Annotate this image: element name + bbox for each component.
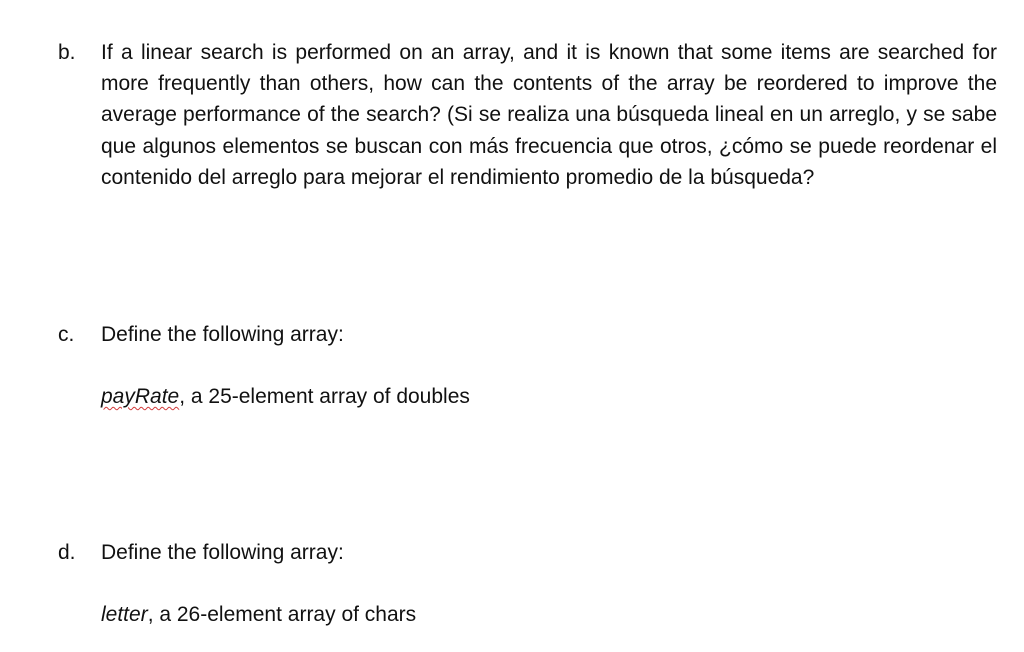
- array-name-payrate: payRate: [101, 385, 180, 408]
- question-b-text: If a linear search is performed on an array, and it is known that some items are searched for more frequently than others, how can the contents of the array be reordered to improve the average performance of the search? (Si se realiza una búsqueda lineal en un arreglo, y se sabe que algunos elementos se buscan con más frecuencia que otros, ¿cómo se puede reordenar el contenido del arreglo para mejorar el rendimiento promedio de la búsqueda?: [101, 41, 997, 189]
- question-c-marker: c.: [58, 323, 75, 346]
- question-c-array-definition: [101, 381, 470, 412]
- array-description-letter: , a 26-element array of chars: [147, 603, 417, 626]
- question-b-marker: b.: [58, 41, 76, 64]
- array-description-payrate: , a 25-element array of doubles: [179, 385, 470, 408]
- array-name-letter: letter: [101, 603, 148, 626]
- question-d-array-definition: [101, 599, 416, 630]
- question-d-prompt: Define the following array:: [101, 541, 344, 564]
- question-d-marker: d.: [58, 541, 76, 564]
- question-c-prompt: Define the following array:: [101, 323, 344, 346]
